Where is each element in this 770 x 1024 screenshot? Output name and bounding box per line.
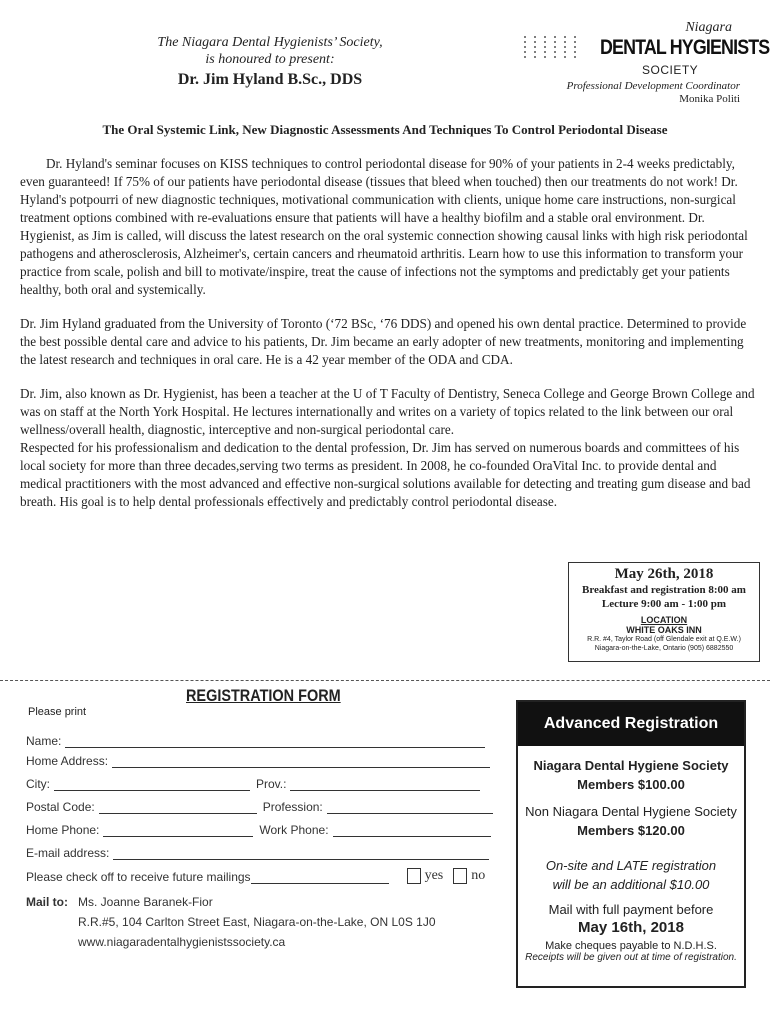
logo-society: SOCIETY bbox=[642, 63, 699, 77]
name-row bbox=[26, 728, 496, 748]
late-line2: will be an additional $10.00 bbox=[552, 877, 710, 892]
prov-label: Prov.: bbox=[256, 777, 287, 791]
event-header bbox=[110, 34, 430, 89]
yes-label: yes bbox=[424, 868, 444, 883]
venue-address-line1: R.R. #4, Taylor Road (off Glendale exit at Q.E.W.) bbox=[587, 636, 741, 643]
registration-form-title: REGISTRATION FORM bbox=[186, 686, 341, 705]
mail-to-block bbox=[26, 892, 436, 952]
society-logo bbox=[524, 20, 770, 82]
coordinator-role: Professional Development Coordinator bbox=[566, 80, 740, 92]
venue-address-line2: Niagara-on-the-Lake, Ontario (905) 6882550 bbox=[594, 645, 734, 652]
home-phone-input-line[interactable] bbox=[103, 823, 253, 837]
name-input-line[interactable] bbox=[65, 734, 485, 748]
address-row bbox=[26, 748, 496, 768]
coordinator-block bbox=[567, 80, 740, 106]
profession-input-line[interactable] bbox=[327, 800, 493, 814]
society-line: The Niagara Dental Hygienists’ Society, bbox=[157, 35, 383, 50]
mail-to-label: Mail to: bbox=[26, 895, 68, 909]
work-phone-input-line[interactable] bbox=[333, 823, 491, 837]
name-label: Name: bbox=[26, 734, 62, 748]
yes-checkbox[interactable] bbox=[407, 868, 421, 884]
logo-niagara: Niagara bbox=[685, 20, 732, 35]
paragraph-education: Dr. Jim Hyland graduated from the University of Toronto (‘72 BSc, ‘76 DDS) and opened his own dental practice. Determined to provide the best possible dental care and advice to his patients, Dr. Jim became an early adopter of new treatments, monitoring and implementing the latest research and techniques in oral care. He is a 42 year member of the ODA and CDA. bbox=[20, 316, 747, 367]
postal-profession-row bbox=[26, 794, 496, 814]
home-address-field[interactable] bbox=[26, 754, 490, 768]
late-line1: On-site and LATE registration bbox=[545, 858, 717, 873]
speaker-name: Dr. Jim Hyland B.Sc., DDS bbox=[177, 71, 363, 88]
receipt-note: Receipts will be given out at time of registration. bbox=[525, 952, 737, 963]
home-address-label: Home Address: bbox=[26, 754, 109, 768]
no-label: no bbox=[471, 868, 486, 883]
cheque-note: Make cheques payable to N.D.H.S. bbox=[545, 940, 717, 952]
event-info-box bbox=[568, 562, 760, 662]
city-input-line[interactable] bbox=[54, 777, 250, 791]
advanced-registration-title: Advanced Registration bbox=[518, 702, 744, 746]
location-label: LOCATION bbox=[640, 615, 688, 625]
city-prov-row bbox=[26, 771, 496, 791]
postal-code-input-line[interactable] bbox=[99, 800, 257, 814]
advanced-registration-box bbox=[516, 700, 746, 988]
email-label: E-mail address: bbox=[26, 846, 110, 860]
city-field[interactable] bbox=[26, 777, 250, 791]
breakfast-time: Breakfast and registration 8:00 am bbox=[582, 584, 746, 596]
paragraph-teaching: Dr. Jim, also known as Dr. Hygienist, has been a teacher at the U of T Faculty of Dentistry, Seneca College and George Brown College and was on staff at the North York Hospital. He lectures internationally and writes on a variety of topics related to the link between our oral wellness/overall health, diagnostic, interceptive and non-surgical periodontal care. bbox=[20, 386, 755, 437]
nonmember-pricing bbox=[518, 802, 744, 840]
mailings-row bbox=[26, 864, 496, 884]
please-print-note: Please print bbox=[28, 706, 87, 718]
registration-deadline: May 16th, 2018 bbox=[578, 919, 684, 936]
seminar-title: The Oral Systemic Link, New Diagnostic Assessments And Techniques To Control Periodontal Disease bbox=[102, 122, 668, 137]
nonmember-org: Non Niagara Dental Hygiene Society bbox=[525, 804, 737, 819]
city-label: City: bbox=[26, 777, 50, 791]
email-input-line[interactable] bbox=[113, 846, 489, 860]
no-checkbox[interactable] bbox=[453, 868, 467, 884]
venue-name: WHITE OAKS INN bbox=[626, 625, 702, 635]
profession-label: Profession: bbox=[262, 800, 323, 814]
work-phone-field[interactable] bbox=[259, 823, 490, 837]
mailings-field bbox=[26, 870, 407, 884]
postal-code-label: Postal Code: bbox=[26, 800, 95, 814]
email-row bbox=[26, 840, 496, 860]
logo-dots-graphic bbox=[524, 36, 580, 58]
mailings-line bbox=[251, 870, 389, 884]
cut-line bbox=[0, 680, 770, 681]
name-field[interactable] bbox=[26, 734, 485, 748]
paragraph-seminar: Dr. Hyland's seminar focuses on KISS techniques to control periodontal disease for 90% of your patients in 2-4 weeks predictably, even guaranteed! If 75% of our patients have periodontal disease (tissues that bleed when touched) then our treatments do not work! Dr. Hyland's potpourri of new diagnostic techniques, motivational communication with clients, unique home care instructions, non-surgical treatment options combined with re-evaluations ensure that patients will have a healthy biofilm and a stable oral environment. Dr. Hygienist, as Jim is called, will discuss the latest research on the oral systemic connection showing causal links with high risk periodontal pathogens and atherosclerosis, Alzheimer's, certain cancers and rheumatoid arthritis. Learn how to use this information to transform your practice from scale, polish and bill to motivate/inspire, treat the cause of infections not the symptoms and predictably get your patients healthy, both oral and systemically. bbox=[20, 156, 748, 297]
work-phone-label: Work Phone: bbox=[259, 823, 329, 837]
coordinator-name: Monika Politi bbox=[679, 93, 740, 105]
member-pricing bbox=[518, 756, 744, 794]
member-price: Members $100.00 bbox=[577, 777, 685, 792]
event-date: May 26th, 2018 bbox=[614, 566, 714, 582]
prov-field[interactable] bbox=[256, 777, 480, 791]
home-address-input-line[interactable] bbox=[112, 754, 490, 768]
postal-code-field[interactable] bbox=[26, 800, 257, 814]
website-link[interactable]: www.niagaradentalhygienistssociety.ca bbox=[78, 935, 286, 949]
mail-recipient: Ms. Joanne Baranek-Fior bbox=[78, 895, 213, 909]
lecture-time: Lecture 9:00 am - 1:00 pm bbox=[601, 598, 727, 610]
late-registration-note bbox=[518, 856, 744, 894]
mailings-label: Please check off to receive future mailings bbox=[26, 870, 251, 884]
nonmember-price: Members $120.00 bbox=[577, 823, 685, 838]
mail-address: R.R.#5, 104 Carlton Street East, Niagara-on-the-Lake, ON L0S 1J0 bbox=[78, 915, 436, 929]
prov-input-line[interactable] bbox=[290, 777, 480, 791]
home-phone-label: Home Phone: bbox=[26, 823, 100, 837]
paragraph-service: Respected for his professionalism and dedication to the dental profession, Dr. Jim has served on numerous boards and committees of his local society for more than three decades,serving two terms as president. In 2008, he co-founded OraVital Inc. to provide dental and medical practitioners with the most advanced and effective non-surgical solutions available for detecting and treating gum disease and bad breath. His goal is to help dental professionals effectively and predictably control periodontal disease. bbox=[20, 440, 751, 509]
seminar-description bbox=[20, 155, 760, 527]
profession-field[interactable] bbox=[263, 800, 493, 814]
phone-row bbox=[26, 817, 496, 837]
email-field[interactable] bbox=[26, 846, 489, 860]
member-org: Niagara Dental Hygiene Society bbox=[533, 758, 729, 773]
presents-line: is honoured to present: bbox=[205, 52, 335, 67]
logo-name: DENTAL HYGIENISTS bbox=[600, 36, 770, 59]
home-phone-field[interactable] bbox=[26, 823, 253, 837]
mail-payment-note: Mail with full payment before bbox=[548, 902, 714, 917]
